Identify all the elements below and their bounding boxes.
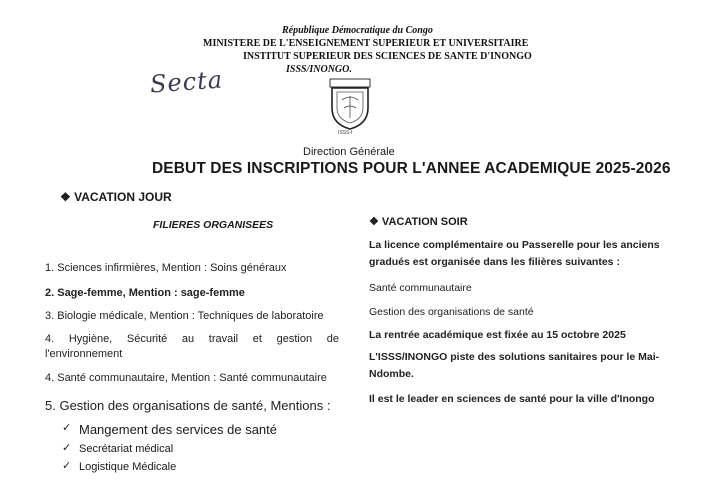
institute-acronym: ISSS/INONGO. <box>286 64 352 75</box>
rentree-notice: La rentrée académique est fixée au 15 octobre 2025 <box>369 329 626 341</box>
list-item-word: gestion <box>276 333 313 345</box>
ministry-header: MINISTERE DE L'ENSEIGNEMENT SUPERIEUR ET UNIVERSITAIRE <box>203 38 529 49</box>
leader-statement: Il est le leader en sciences de santé pour la ville d'Inongo <box>369 393 655 405</box>
diamond-bullet-icon: ❖ <box>369 216 382 228</box>
list-item-word: 4. <box>45 333 55 345</box>
list-item-word: au <box>181 333 195 345</box>
filieres-title: FILIERES ORGANISEES <box>153 219 274 231</box>
institute-logo-icon <box>328 78 372 130</box>
list-item-word: Sécurité <box>126 333 168 345</box>
logo-caption: ISSS-I <box>338 130 353 136</box>
list-item-word: Hygiène, <box>68 333 113 345</box>
night-list-item: Santé communautaire <box>369 282 472 294</box>
list-item-word: travail <box>208 333 239 345</box>
diamond-bullet-icon: ❖ <box>60 190 75 204</box>
night-intro-line: La licence complémentaire ou Passerelle pour les anciens <box>369 239 660 251</box>
day-session-heading: ❖ VACATION JOUR <box>60 190 172 204</box>
night-session-heading: ❖ VACATION SOIR <box>369 216 468 228</box>
list-item-word: et <box>252 333 262 345</box>
sub-list-item: Logistique Médicale <box>79 461 177 473</box>
handwritten-signature: Secta <box>149 65 224 99</box>
republic-header: République Démocratique du Congo <box>282 25 433 36</box>
list-item-word: de <box>326 333 339 345</box>
checkmark-icon: ✓ <box>62 460 72 472</box>
list-item <box>45 333 339 345</box>
sub-list-item: Mangement des services de santé <box>79 422 277 437</box>
night-intro-line: gradués est organisée dans les filières suivantes : <box>369 256 620 268</box>
direction-label: Direction Générale <box>303 146 395 158</box>
list-item: 3. Biologie médicale, Mention : Techniques de laboratoire <box>45 310 324 322</box>
list-item: 5. Gestion des organisations de santé, Mentions : <box>45 398 331 413</box>
slogan-line: Ndombe. <box>369 368 414 380</box>
list-item: 2. Sage-femme, Mention : sage-femme <box>45 287 245 299</box>
institute-header: INSTITUT SUPERIEUR DES SCIENCES DE SANTE D'INONGO <box>243 51 532 62</box>
checkmark-icon: ✓ <box>62 442 72 454</box>
slogan-line: L'ISSS/INONGO piste des solutions sanitaires pour le Mai- <box>369 351 660 363</box>
page-title: DEBUT DES INSCRIPTIONS POUR L'ANNEE ACADEMIQUE 2025-2026 <box>152 160 671 177</box>
night-list-item: Gestion des organisations de santé <box>369 306 534 318</box>
list-item: 1. Sciences infirmières, Mention : Soins généraux <box>45 262 287 274</box>
list-item: 4. Santé communautaire, Mention : Santé communautaire <box>45 372 327 384</box>
list-item-continuation: l'environnement <box>45 348 123 360</box>
checkmark-icon: ✓ <box>62 422 72 434</box>
sub-list-item: Secrétariat médical <box>79 443 174 455</box>
